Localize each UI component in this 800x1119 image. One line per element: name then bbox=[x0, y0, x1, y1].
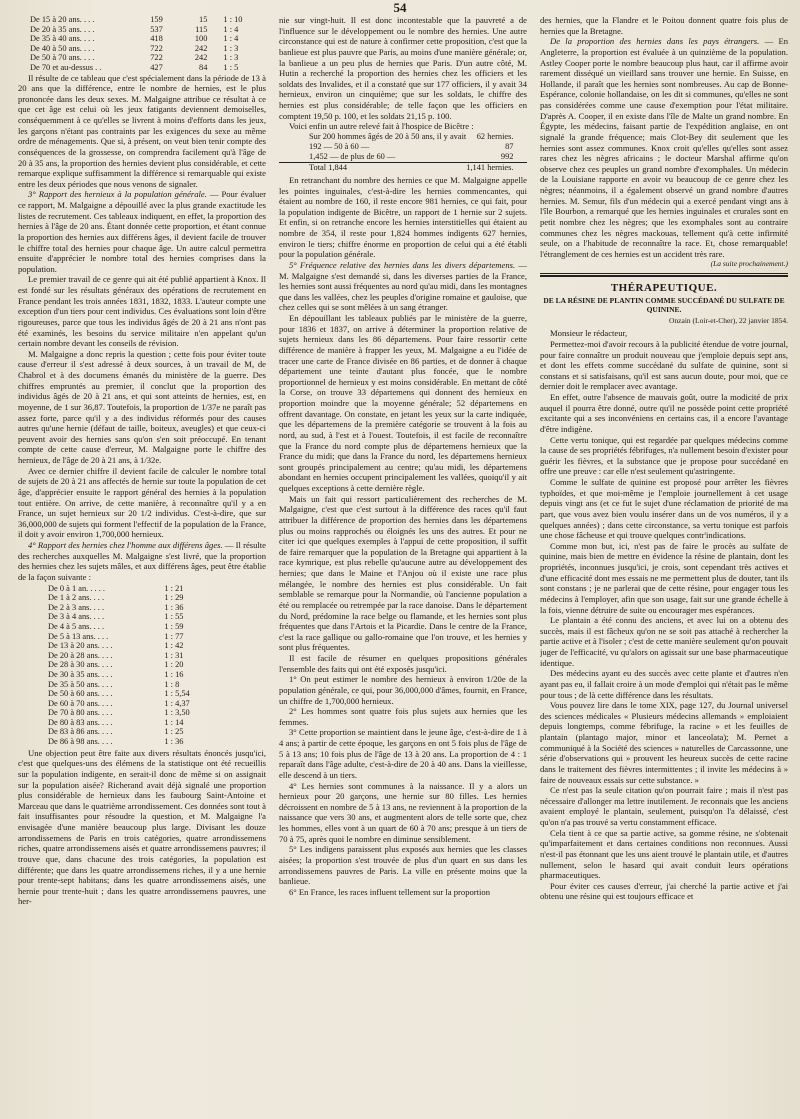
paragraph: Comme le sulfate de quinine est proposé pour arrêter les fièvres typhoïdes, et que moi-même je l'emploie journellement à cet usage depuis vingt ans (et ce fut le sujet d'une réclamation de priorité de ma part, que vous avez bien voulu insérer dans un de vos numéros, il y a quelques années) ; dans cette circonstance, sa vertu tonique est parfois une chose fâcheuse et qui trouve quelques contr'indications. bbox=[540, 477, 788, 541]
table-cell: 537 bbox=[150, 24, 163, 34]
paragraph: Vous pouvez lire dans le tome XIX, page 127, du Journal universel des sciences médicales « Plusieurs médecins allemands » emploiaient depuis longtemps, comme fébrifuge, la racine » et les feuilles de plantain (plantago major, minor et lanceolata); M. Pernet a communiqué à la Société des sciences » naturelles de Carcassonne, une série d'observations qui » prouvent les heureux succès de cette racine dans le traitement des fièvres intermittentes ; il invite les médecins à » faire de nouveaux essais sur cette substance. » bbox=[540, 700, 788, 785]
table-cell: De 1 à 2 ans. . . . bbox=[48, 593, 105, 603]
table-cell: De 86 à 98 ans. . . . bbox=[48, 737, 113, 747]
table-cell: De 50 à 70 ans. . . . bbox=[30, 53, 95, 63]
salutation: Monsieur le rédacteur, bbox=[550, 328, 628, 339]
table-cell: 242 bbox=[194, 53, 208, 63]
column-1 bbox=[18, 15, 266, 1115]
table-cell: De 15 à 20 ans. . . . bbox=[30, 15, 95, 24]
table-cell: 1 : 31 bbox=[164, 650, 184, 660]
paragraph: Cela tient à ce que sa partie active, sa gomme résine, ne s'obtenait qu'imparfaitement et dans certaines conditions non reconnues. Aussi n'est-il pas étonnant que les uns aient trouvé le plantain utile, et d'autres nullement, selon le hasard qui avait conduit leurs opérations pharmaceutiques. bbox=[540, 827, 788, 881]
table-cell: De 60 à 70 ans. . . . bbox=[48, 698, 113, 708]
table-cell: 15 bbox=[199, 15, 208, 24]
table-row bbox=[18, 708, 266, 718]
table-cell: 1 : 36 bbox=[164, 737, 184, 747]
hernia-age-table bbox=[18, 15, 266, 73]
table-cell: 1,452 — de plus de 60 — bbox=[309, 151, 396, 161]
paragraph: Il est facile de résumer en quelques propositions générales l'ensemble des faits qui ont été exposés jusqu'ici. bbox=[279, 653, 527, 674]
table-row bbox=[18, 15, 266, 25]
table-row bbox=[18, 632, 266, 642]
table-cell: 159 bbox=[150, 15, 163, 24]
table-row bbox=[18, 584, 266, 594]
table-cell: De 35 à 50 ans. . . . bbox=[48, 679, 113, 689]
table-cell: 1 : 77 bbox=[164, 631, 184, 641]
table-cell: De 80 à 83 ans. . . . bbox=[48, 717, 113, 727]
table-cell: 1 : 4 bbox=[223, 24, 239, 34]
table-cell: 1 : 42 bbox=[164, 641, 184, 651]
table-row bbox=[18, 660, 266, 670]
paragraph: Comme mon but, ici, n'est pas de faire le procès au sulfate de quinine, mais bien de mettre en évidence la résine de plantain, dont les propriétés, inconnues jusqu'ici, je crois, sont cependant très actives et d'une efficacité dont mes essais ne me permettent plus de douter, tant ils sont constans ; je ne parlerai que de cette résine, pour engager tous les médecins à l'employer, afin que son usage, fait sur une grande échelle à la fois, vienne détruire de suite ou encourager mes espérances. bbox=[540, 540, 788, 615]
table-row bbox=[18, 699, 266, 709]
table-row bbox=[18, 641, 266, 651]
table-cell: 1 : 5,54 bbox=[164, 689, 190, 699]
divider bbox=[540, 273, 788, 274]
paragraph: des hernies, que la Flandre et le Poitou donnent quatre fois plus de hernies que la Bretagne. bbox=[540, 15, 788, 36]
table-cell: 722 bbox=[150, 53, 163, 63]
table-cell: 1 : 21 bbox=[164, 583, 184, 593]
table-cell: 1 : 3 bbox=[223, 53, 239, 63]
table-cell: De 50 à 60 ans. . . . bbox=[48, 689, 113, 699]
table-row bbox=[18, 737, 266, 747]
paragraph: Il résulte de ce tableau que c'est spécialement dans la période de 13 à 20 ans que la différence, entre le nombre de hernies, est le plus prononcée dans les deux sexes. M. Malgaigne attribue ce résultat à ce que cet âge est celui où les jeux fatigants deviennent demoiselles, conséquemment à ce qu'elles se livrent à moins d'efforts dans les jeux, les garçons n'étant pas contraints par les exigences du sexe au même ordre de ménagements. Que si, à présent, on veut bien tenir compte des conséquences de la grossesse, on comprendra facilement qu'à l'âge de 20 à 35 ans, la proportion des hernies devient plus considérable, et cette remarque explique suffisamment la différence si remarquable qui existe entre les deux périodes que nous venons de signaler. bbox=[18, 72, 266, 189]
paragraph: 5° Les indigens paraissent plus exposés aux hernies que les classes aisées; la proportion s'est trouvée de plus d'un quart en sus dans les arrondissemens pauvres de Paris. La ville en présente moins que la banlieue. bbox=[279, 844, 527, 887]
paragraph: nie sur vingt-huit. Il est donc incontestable que la pauvreté a de l'influence sur le développement ou le nombre des hernies. Une autre circonstance qui est de nature à confirmer cette proposition, c'est que la banlieue est plus pauvre que Paris, au moins d'une manière générale; or, la banlieue a un peu plus de hernies que Paris. D'un autre côté, M. Hutin a recherché la proportion des hernies chez les officiers et les soldats des Invalides, et il a constaté que sur 177 officiers, il y avait 34 hernieux, environ un cinquième; que sur les soldats, le chiffre des hernies est plus considérable; de telle façon que les officiers en comptent 19,50 p. 100, et les soldats 21,15 p. 100. bbox=[279, 15, 527, 121]
continued-note: (La suite prochainement.) bbox=[710, 259, 788, 269]
table-cell: 1 : 36 bbox=[164, 602, 184, 612]
table-cell: 84 bbox=[199, 62, 208, 72]
table-cell: 1 : 25 bbox=[164, 727, 184, 737]
table-cell: De 40 à 50 ans. . . . bbox=[30, 43, 95, 53]
table-row bbox=[18, 44, 266, 54]
table-row bbox=[18, 727, 266, 737]
paragraph: Des médecins ayant eu des succès avec cette plante et d'autres n'en ayant pas eu, il fallait croire à un mode d'emploi qui n'était pas le même pour tous ; de là cette différence dans les résultats. bbox=[540, 668, 788, 700]
table-row bbox=[18, 593, 266, 603]
table-cell: 87 bbox=[505, 141, 514, 151]
columns bbox=[18, 15, 788, 1115]
table-row bbox=[18, 63, 266, 73]
paragraph: 6° En France, les races influent tellement sur la proportion bbox=[289, 886, 491, 897]
table-cell: De 83 à 86 ans. . . . bbox=[48, 727, 113, 737]
male-ratio-table bbox=[18, 584, 266, 747]
dateline: Onzain (Loir-et-Cher), 22 janvier 1854. bbox=[669, 315, 788, 325]
bicetre-total-right: 1,141 hernies. bbox=[466, 162, 527, 173]
table-row bbox=[18, 680, 266, 690]
table-row bbox=[18, 25, 266, 35]
table-cell: De 3 à 4 ans. . . . bbox=[48, 612, 105, 622]
table-cell: 242 bbox=[194, 43, 208, 53]
paragraph: 5° Fréquence relative des hernies dans les divers départemens. — M. Malgaigne s'est demandé si, dans les diverses parties de la France, les hernies sont aussi fréquentes au nord qu'au midi, dans les montagnes que dans les vallées, chez les peuples d'origine romaine et gauloise, que chez celles qui se sont mêlées à un sang étranger. bbox=[279, 259, 527, 313]
section-title: THÉRAPEUTIQUE. bbox=[610, 282, 718, 294]
table-row bbox=[18, 651, 266, 661]
table-cell: 992 bbox=[500, 151, 514, 161]
table-cell: 192 — 50 à 60 — bbox=[309, 141, 370, 151]
table-cell: 1 : 16 bbox=[164, 669, 184, 679]
section-heading: De la proportion des hernies dans les pays étrangers. bbox=[550, 36, 760, 47]
paragraph: En effet, outre l'absence de mauvais goût, outre la modicité de prix auquel il pourra être donné, outre qu'il ne possède point cette propriété excitante qui a ses inconvéniens en certains cas, il a encore l'avantage d'être indigène. bbox=[540, 392, 788, 434]
table-cell: 115 bbox=[195, 24, 208, 34]
table-cell: De 35 à 40 ans. . . . bbox=[30, 34, 95, 44]
table-cell: 1 : 3,50 bbox=[164, 708, 190, 718]
paragraph: En dépouillant les tableaux publiés par le ministère de la guerre, pour 1836 et 1837, on arrive à déterminer la proportion relative de sujets hernieux dans les 86 départemens. Pour faire ressortir cette différence de manière à frapper les yeux, M. Malgaigne a eu l'idée de tracer une carte de France divisée en 86 parties, et de donner à chaque département une teinte d'autant plus foncée, que le nombre proportionnel de hernieux y est moins considérable. En mettant de côté la Corse, on trouve 33 départemens qui donnent des hernieux en proportion moindre que la moyenne générale; 52 départemens en offrent davantage. On constate, en jetant les yeux sur la carte indiquée, que les départemens de la première catégorie se trouvent à la fois au nord, au sud, à l'est et à l'ouest. Toutefois, il est facile de reconnaître que la France du nord compte plus de départemens hernieux que la France du midi; que dans la France du nord, les départemens hernieux sont groupés principalement au centre; qu'au midi, les départemens abondant en hernies occupent principalement les vallées, quoiqu'il y ait quelques exceptions à cette dernière règle. bbox=[279, 313, 527, 493]
paragraph: Avec ce dernier chiffre il devient facile de calculer le nombre total de sujets de 20 à 21 ans affectés de hernie sur toute la population de cet âge, d'apprécier ensuite le rapport général des hernies à la population tout entière. On arrive, de cette manière, à reconnaître qu'il y a en France, un sujet hernieux sur 20 1/2 individus. C'est-à-dire, que sur 36,000,000 de sujets qui forment l'effectif de la population de la France, il doit y avoir environ 1,700,000 hernieux. bbox=[18, 465, 266, 540]
table-cell: 722 bbox=[150, 43, 163, 53]
table-cell: 1 : 59 bbox=[164, 621, 184, 631]
table-row bbox=[18, 34, 266, 44]
table-cell: 1 : 20 bbox=[164, 660, 184, 670]
paragraph: Cette vertu tonique, qui est regardée par quelques médecins comme la cause de ses propriétés fébrifuges, n'a nullement besoin d'exister pour guérir les fièvres, et la substance que je propose pour succédané en offre une preuve : car elle n'est seulement qu'astringente. bbox=[540, 434, 788, 477]
paragraph: Le premier travail de ce genre qui ait été publié appartient à Knox. Il est fondé sur les résultats généraux des opérations de recrutement en France pendant les trois années 1831, 1832, 1833. L'auteur compte une exception d'un tiers pour cent individus. Ces évaluations sont loin d'être rigoureuses, parce que tous les individus âgés de 20 à 21 ans n'ont pas été examinés, les besoins du service militaire n'en appelant qu'un certain nombre devant les conseils de révision. bbox=[18, 274, 266, 349]
table-cell: De 70 et au-dessus . . bbox=[30, 62, 102, 72]
bicetre-table bbox=[279, 132, 527, 173]
divider bbox=[540, 275, 788, 277]
table-cell: De 20 à 28 ans. . . . bbox=[48, 650, 113, 660]
table-row bbox=[279, 152, 527, 163]
table-row bbox=[18, 670, 266, 680]
table-cell: 1 : 3 bbox=[223, 43, 239, 53]
paragraph: 2° Les hommes sont quatre fois plus sujets aux hernies que les femmes. bbox=[279, 706, 527, 727]
table-cell: 1 : 14 bbox=[164, 717, 184, 727]
table-row bbox=[18, 718, 266, 728]
table-cell: 1 : 4 bbox=[223, 34, 239, 44]
table-cell: De 4 à 5 ans. . . . bbox=[48, 621, 105, 631]
section-heading: 5° Fréquence relative des hernies dans les divers départemens. bbox=[289, 259, 516, 270]
paragraph: Permettez-moi d'avoir recours à la publicité étendue de votre journal, pour faire connaître un produit nouveau que j'emploie depuis sept ans, et dont les effets comme succédané du sulfate de quinine, sont si constans et si satisfaisans, qu'il est sans aucun doute, pour moi, que ce dernier doit le remplacer avec avantage. bbox=[540, 338, 788, 392]
column-2 bbox=[279, 15, 527, 1115]
bicetre-total-left: Total 1,844 bbox=[279, 162, 466, 173]
table-row bbox=[18, 53, 266, 63]
table-cell: 1 : 55 bbox=[164, 612, 184, 622]
table-cell: De 2 à 3 ans. . . . bbox=[48, 602, 105, 612]
table-cell: 1 : 8 bbox=[164, 679, 180, 689]
table-cell: De 13 à 20 ans. . . . bbox=[48, 641, 113, 651]
table-row bbox=[18, 689, 266, 699]
table-row bbox=[18, 612, 266, 622]
page-number: 54 bbox=[393, 0, 407, 15]
paragraph: 4° Rapport des hernies chez l'homme aux différens âges. — Il résulte des recherches auxquelles M. Malgaigne s'est livré, que la proportion des hernies chez les sujets mâles, et aux différens âges, peut être établie de la façon suivante : bbox=[18, 540, 266, 582]
table-row bbox=[279, 142, 527, 152]
paragraph: En retranchant du nombre des hernies ce que M. Malgaigne appelle les pointes inguinales, c'est-à-dire les hernies commencantes, qui étaient au nombre de 160, il reste encore 981 hernies, ce qui fait, pour la population indigente de Bicêtre, un rapport de 1 hernie sur 2 sujets. Et enfin, si on retranche encore les hernies interstitielles qui étaient au nombre de 354, il reste pour 1,824 hommes indigents 627 hernies, environ le tiers; chiffre énorme en proportion de celui qui a été établi pour la population générale. bbox=[279, 174, 527, 260]
table-cell: 427 bbox=[150, 62, 163, 72]
table-cell: 62 hernies. bbox=[476, 131, 514, 141]
paragraph: Une objection peut être faite aux divers résultats énoncés jusqu'ici, c'est que quelques-uns des élémens de la statistique ont été recueillis sur la population indigente, en serait-il donc de même si on assignait sur la population aisée? Richerand avait déjà signalé une proportion plus considérable de hernieux dans les faubourg Saint-Antoine et Marceau que dans le quatrième arrondissement. Ces données sont tout à fait insuffisantes pour résoudre la question, et M. Malgaigne l'a envisagée d'une manière beaucoup plus large. Divisant les douze arrondissemens de Paris en trois catégories, quatre arrondissemens riches, quatre arrondissemens aisés et quatre arrondissemens pauvres; il trouve que, dans chacune des trois catégories, la population est différente; que dans les quatre arrondissemens riches, il y a une hernie pour trente-sept habitans; dans les quatre arrondissemens aisés, une hernie pour trente-huit ; dans les quatre arrondissemens pauvres, une her- bbox=[18, 747, 266, 907]
paragraph: M. Malgaigne a donc repris la question ; cette fois pour éviter toute cause d'erreur il s'est adressé à deux sources, à un travail de M, de Chabrol et à des documens émanés du ministère de la guerre. Des chiffres empruntés au premier, il conclut que la proportion des individus âgés de 20 à 21 ans, et qui sont atteints de hernies, est, en moyenne, de 1 sur 36,87. Toutefois, la proportion de 1/37e ne paraît pas assez forte, parce qu'il y a des individus réformés pour des causes autres qu'une hernie (défaut de taille, boiteux, aveugles) et que ceux-ci peuvent avoir des hernies sans qu'on s'en soit préoccupé. En tenant compte de cette cause d'erreur, M. Malgaigne porte le chiffre des hernieux, de l'âge de 20 à 21 ans, à 1/32e. bbox=[18, 348, 266, 466]
table-cell: 1 : 29 bbox=[164, 593, 184, 603]
table-cell: 418 bbox=[150, 34, 163, 44]
paragraph: 3° Cette proportion se maintient dans le jeune âge, c'est-à-dire de 1 à 4 ans; à partir de cette époque, les garçons en ont 5 fois plus de l'âge de 5 à 13 ans; 10 fois plus de l'âge de 13 à 20 ans. La proportion de 4 : 1 reparaît dans l'âge adulte, c'est-à-dire de 20 à 40 ans. Dans la vieillesse, elle descend à un tiers. bbox=[279, 727, 527, 780]
table-cell: Sur 200 hommes âgés de 20 à 50 ans, il y avait bbox=[309, 131, 467, 141]
table-cell: 1 : 5 bbox=[223, 62, 239, 72]
section-heading: 3° Rapport des hernieux à la population générale. bbox=[28, 189, 207, 200]
paragraph: 4° Les hernies sont communes à la naissance. Il y a alors un hernieux pour 20 garçons, une hernie sur 80 filles. Les hernies décroissent en nombre de 5 à 13 ans, ne reviennent à la proportion de la naissance que vers 30 ans, et augmentent alors de telle sorte que, chez les hommes, elles vont à un quart de 60 à 70 ans; presque à un tiers de 70 à 75, après quoi le nombre en diminue sensiblement. bbox=[279, 780, 527, 844]
table-cell: 1 : 10 bbox=[223, 15, 243, 24]
table-cell: De 30 à 35 ans. . . . bbox=[48, 669, 113, 679]
table-cell: De 28 à 30 ans. . . . bbox=[48, 660, 113, 670]
table-row bbox=[279, 132, 527, 142]
paragraph: Ce n'est pas la seule citation qu'on pourrait faire ; mais il n'est pas nécessaire d'allonger ma lettre inutilement. Je reconnais que les anciens avaient employé le plantain, seulement, puisqu'on l'a délaissé, c'est qu'on n'a pas trouvé sa vertu constamment efficace. bbox=[540, 785, 788, 827]
table-cell: De 20 à 35 ans. . . . bbox=[30, 24, 95, 34]
table-cell: 100 bbox=[194, 34, 208, 44]
paragraph: De la proportion des hernies dans les pays étrangers. — En Angleterre, la proportion est évaluée à un quinzième de la population. Astley Cooper porte le nombre beaucoup plus haut, car il affirme avoir rarement disséqué un vieillard sans trouver une hernie. En Suisse, en Hollande, il paraît que les hernies sont nombreuses. Au cap de Bonne-Espérance, colonie hollandaise, on les dit si communes, qu'elles ne sont pas considérées comme une cause d'exemption pour l'état militaire. D'après A. Cooper, il en existe dans l'île de Malte un grand nombre. En Égypte, les médecins, faisant partie de l'expédition anglaise, en ont signalé la grande fréquence; mais Clot-Bey dit seulement que les hernies sont assez communes. Knox croit qu'elles qu'elles sont assez rares chez les nègres africains ; le docteur Marshal affirme qu'on observe chez ces peuples un grand nombre d'exomphales. Un médecin de la Louisiane rapporte en avoir vu beaucoup de ce genre chez les nègres; néanmoins, il a également observé un grand nombre d'autres hernies. M. Semur, fils d'un médecin qui a exercé pendant vingt ans à l'île Bourbon, a remarqué que les hernies inguinales et crurales sont en petit nombre chez les nègres; que les exomphales sont au contraire communes chez les nègres mackouas, tellement qu'à cette infirmité seule, on a l'habitude de reconnaître la race. Et, chose remarquable! l'étranglement de ces hernies est un accident très rare. bbox=[540, 36, 788, 259]
table-row bbox=[18, 603, 266, 613]
table-cell: De 5 à 13 ans. . . . bbox=[48, 631, 109, 641]
paragraph: Pour éviter ces causes d'erreur, j'ai cherché la partie active et j'ai obtenu une résine qui est toujours efficace et bbox=[540, 880, 788, 902]
paragraph: Le plantain a été connu des anciens, et avec lui on a obtenu des succès, mais il est fâcheux qu'on ne se soit pas attaché à rechercher la partie active et à l'isoler ; c'est de cette manière seulement qu'on pouvait juger de l'efficacité, vu qu'alors on agissait sur une base pharmaceutique identique. bbox=[540, 615, 788, 668]
column-3 bbox=[540, 15, 788, 1115]
article-title: DE LA RÉSINE DE PLANTIN COMME SUCCÉDANÉ DU SULFATE DE QUININE. bbox=[543, 295, 785, 314]
table-cell: De 0 à 1 an. . . . . bbox=[48, 583, 105, 593]
table-cell: De 70 à 80 ans. . . . bbox=[48, 708, 113, 718]
table-row bbox=[18, 622, 266, 632]
paragraph: 1° On peut estimer le nombre des hernieux à environ 1/20e de la population générale, ce qui, pour 36,000,000 d'âmes, fournit, en France, un chiffre de 1,700,000 hernieux. bbox=[279, 674, 527, 706]
paragraph: 3° Rapport des hernieux à la population générale. — Pour évaluer ce rapport, M. Malgaigne a dépouillé avec la plus grande exactitude les listes de recrutement. Ces tableaux indiquent, en effet, la proportion des hernies à l'âge de 20 ans. Étant donnée cette proportion, et étant connue la proportion des hernies aux différens âges, il devient facile de trouver le chiffre total des hernies pour chaque âge. Un autre calcul permettra ensuite d'apprécier le nombre total des hernies comprises dans la population. bbox=[18, 189, 266, 274]
table-cell: 1 : 4,37 bbox=[164, 698, 190, 708]
paragraph: Voici enfin un autre relevé fait à l'hospice de Bicêtre : bbox=[289, 121, 474, 132]
section-heading: 4° Rapport des hernies chez l'homme aux différens âges. bbox=[28, 540, 223, 551]
paragraph: Mais un fait qui ressort particulièrement des recherches de M. Malgaigne, c'est que c'est surtout à la différence des races qu'il faut attribuer la différence de proportion des hernies dans les départemens plus ou moins rapprochés ou éloignés les uns des autres. Et pour ne citer ici que quelques exemples à l'appui de cette proposition, il suffit de faire remarquer que la population de la Bretagne qui appartient à la race kymrique, est plus rebelle qu'aucune autre au développement des hernies; que dans le Maine et l'Anjou où il existe une race plus mélangée, le nombre des hernies est plus considérable. Un fait semblable se remarque pour la Normandie, où l'ancienne population a été ou remplacée ou retrempée par la race danoise. Dans le département du Nord, prédomine la race belge ou flamande, et les hernies sont plus fréquentes que dans l'Artois et la Picardie. Dans le centre de la France, c'est la race gallique ou gallo-romaine que l'on trouve, et les hernies y sont plus fréquentes. bbox=[279, 493, 527, 653]
